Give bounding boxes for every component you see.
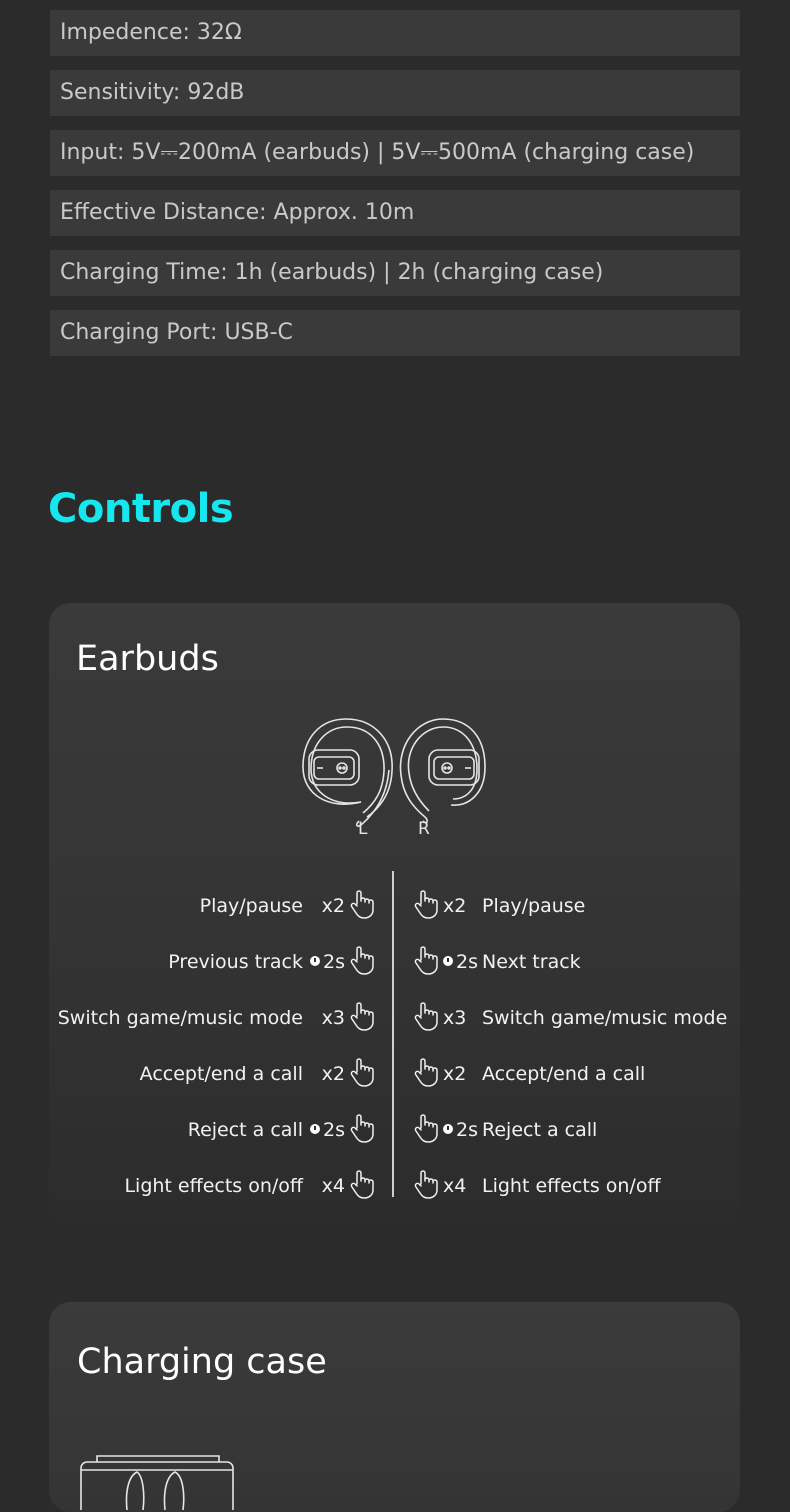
control-count [310, 1119, 345, 1141]
control-action: Light effects on/off [482, 1175, 661, 1197]
tap-hand-icon [414, 945, 440, 975]
tap-hand-icon [414, 1113, 440, 1143]
control-count [443, 1119, 478, 1141]
control-count: x2 [443, 1063, 467, 1085]
spec-sensitivity: Sensitivity: 92dB [50, 70, 740, 116]
control-action: Light effects on/off [124, 1175, 303, 1197]
left-control-reject-call [49, 1113, 394, 1147]
control-action: Previous track [168, 951, 303, 973]
control-duration: 2s [323, 1119, 345, 1141]
left-control-play-pause [49, 889, 394, 923]
charging-case-card-title: Charging case [77, 1342, 327, 1382]
tap-hand-icon [350, 1057, 376, 1087]
control-count: x4 [321, 1175, 345, 1197]
spec-impedance: Impedence: 32Ω [50, 10, 740, 56]
right-control-play-pause [394, 889, 740, 923]
tap-hand-icon [414, 1169, 440, 1199]
control-count [310, 951, 345, 973]
tap-hand-icon [350, 889, 376, 919]
charging-case-icon [79, 1450, 239, 1510]
spec-effective-distance: Effective Distance: Approx. 10m [50, 190, 740, 236]
earbuds-card-title: Earbuds [76, 639, 219, 679]
control-action: Accept/end a call [139, 1063, 303, 1085]
left-control-accept-end-call [49, 1057, 394, 1091]
control-count: x3 [443, 1007, 467, 1029]
control-count: x2 [443, 895, 467, 917]
control-duration: 2s [323, 951, 345, 973]
spec-charging-time: Charging Time: 1h (earbuds) | 2h (charging case) [50, 250, 740, 296]
control-count [443, 951, 478, 973]
right-control-next-track [394, 945, 740, 979]
left-control-previous-track [49, 945, 394, 979]
clock-icon [310, 956, 320, 966]
tap-hand-icon [350, 1113, 376, 1143]
tap-hand-icon [414, 1057, 440, 1087]
spec-list [50, 10, 740, 370]
control-action: Next track [482, 951, 581, 973]
right-control-light-effects [394, 1169, 740, 1203]
clock-icon [443, 956, 453, 966]
control-count: x3 [321, 1007, 345, 1029]
earbuds-controls-card [49, 603, 740, 1223]
control-count: x2 [321, 1063, 345, 1085]
charging-case-card [49, 1302, 740, 1512]
control-count: x4 [443, 1175, 467, 1197]
control-duration: 2s [456, 1119, 478, 1141]
tap-hand-icon [350, 1169, 376, 1199]
control-duration: 2s [456, 951, 478, 973]
earbud-left-icon [303, 719, 392, 826]
tap-hand-icon [350, 1001, 376, 1031]
control-action: Reject a call [187, 1119, 303, 1141]
earbuds-icon [299, 715, 489, 845]
clock-icon [443, 1124, 453, 1134]
control-count: x2 [321, 895, 345, 917]
earbud-right-icon [400, 719, 485, 823]
control-action: Switch game/music mode [57, 1007, 303, 1029]
control-action: Play/pause [482, 895, 586, 917]
control-action: Reject a call [482, 1119, 598, 1141]
control-action: Play/pause [199, 895, 303, 917]
earbud-left-label: L [358, 819, 368, 839]
left-control-switch-mode [49, 1001, 394, 1035]
left-control-light-effects [49, 1169, 394, 1203]
spec-charging-port: Charging Port: USB-C [50, 310, 740, 356]
right-control-accept-end-call [394, 1057, 740, 1091]
earbud-right-label: R [418, 819, 430, 839]
tap-hand-icon [414, 1001, 440, 1031]
tap-hand-icon [350, 945, 376, 975]
control-action: Switch game/music mode [482, 1007, 728, 1029]
spec-input: Input: 5V⎓200mA (earbuds) | 5V⎓500mA (charging case) [50, 130, 740, 176]
clock-icon [310, 1124, 320, 1134]
controls-section-title: Controls [48, 486, 234, 532]
right-control-reject-call [394, 1113, 740, 1147]
control-action: Accept/end a call [482, 1063, 646, 1085]
tap-hand-icon [414, 889, 440, 919]
right-control-switch-mode [394, 1001, 740, 1035]
